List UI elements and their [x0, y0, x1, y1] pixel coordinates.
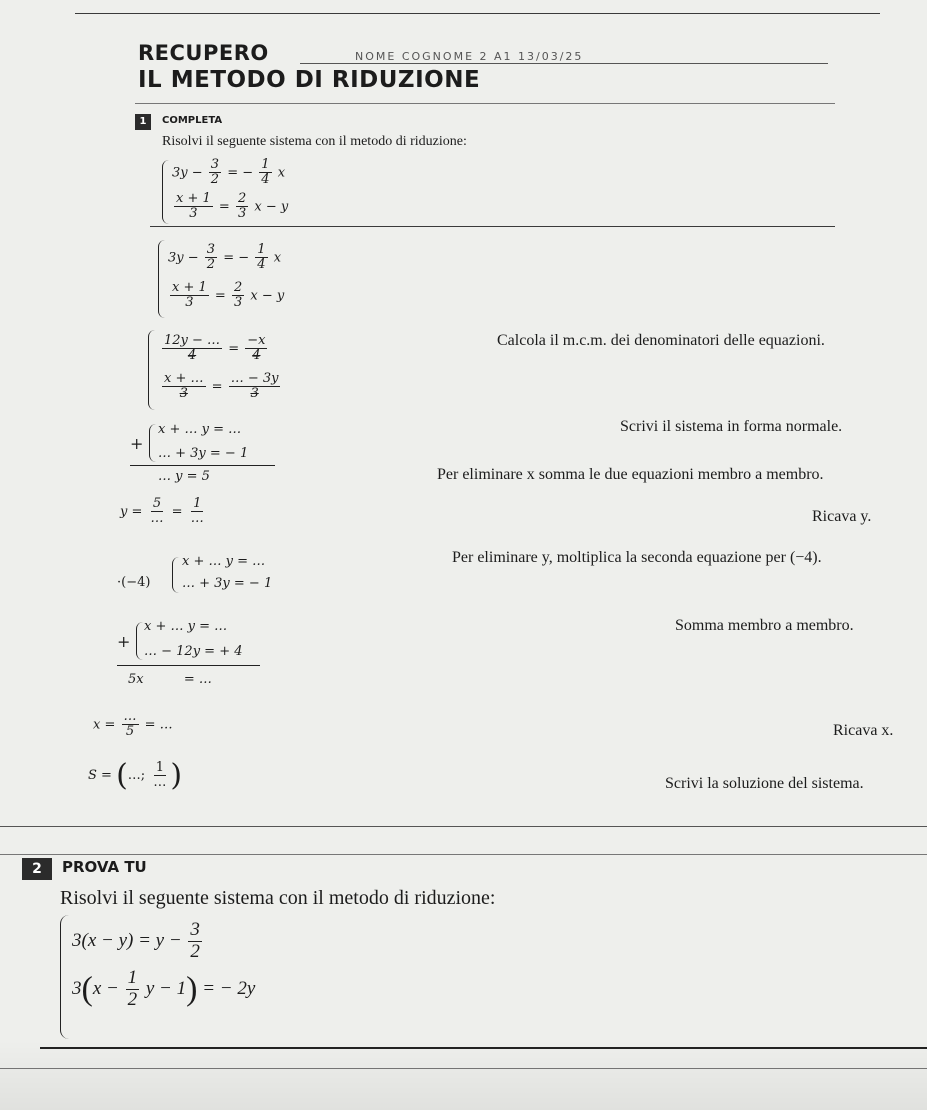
sum-eq-1: x + … y = … [144, 619, 228, 634]
normal-plus: + [130, 434, 144, 453]
y-result: y = $\frac{5}{\dots}$ = $\frac{1}{\dots}$ [120, 496, 204, 527]
exercise-1-tag: COMPLETA [162, 115, 223, 126]
sum-result: 5x = … [128, 672, 212, 687]
normal-eq-1: x + … y = … [158, 422, 242, 437]
system-brace [158, 240, 165, 318]
system-eq-1: 3y − $\frac{3}{2}$ = − $\frac{1}{4}$ x [168, 242, 282, 273]
mcm-eq-2: $\frac{x + \dots}{3}$ = $\frac{\dots - 3y}{3}$ [164, 371, 279, 402]
sum-instruction: Somma membro a membro. [675, 617, 854, 634]
normal-sum: … y = 5 [158, 469, 210, 484]
exercise-2-prompt: Risolvi il seguente sistema con il metodo di riduzione: [60, 887, 496, 909]
recupero-label: RECUPERO [138, 41, 269, 65]
exercise-2-top-rule [0, 854, 927, 855]
multiply-eq-2: … + 3y = − 1 [182, 576, 273, 591]
top-rule [75, 13, 880, 14]
given-system-brace [162, 160, 169, 224]
exercise-2-eq-2: 3(x − $\frac{1}{2}$ y − 1) = − 2y [72, 967, 256, 1010]
given-rule [150, 226, 835, 227]
sum-brace [136, 622, 143, 660]
normal-eq-2: … + 3y = − 1 [158, 446, 249, 461]
solution-instruction: Scrivi la soluzione del sistema. [665, 775, 864, 792]
page-title: IL METODO DI RIDUZIONE [138, 67, 481, 93]
multiply-brace [172, 557, 179, 593]
given-eq-2: $\frac{x + 1}{3}$ = $\frac{2}{3}$ x − y [176, 191, 289, 222]
sum-line [117, 665, 260, 666]
ricava-x-instruction: Ricava x. [833, 722, 894, 739]
exercise-1-prompt: Risolvi il seguente sistema con il metodo di riduzione: [162, 134, 467, 149]
normal-sum-line [130, 465, 275, 466]
section-rule [135, 103, 835, 104]
normal-instruction: Scrivi il sistema in forma normale. [620, 418, 843, 435]
system-eq-2: $\frac{x + 1}{3}$ = $\frac{2}{3}$ x − y [172, 280, 285, 311]
photo-shadow [0, 1040, 927, 1110]
handwritten-name: NOME COGNOME 2 A1 13/03/25 [355, 50, 584, 63]
mcm-brace [148, 330, 155, 410]
exercise-2-eq-1: 3(x − y) = y − $\frac{3}{2}$ [72, 919, 200, 962]
multiply-instruction: Per eliminare y, moltiplica la seconda equazione per (−4). [452, 549, 822, 566]
ricava-y-instruction: Ricava y. [812, 508, 872, 525]
name-line [300, 63, 828, 64]
exercise-1-number: 1 [135, 114, 151, 130]
exercise-2-number: 2 [22, 858, 52, 880]
exercise-1-bottom-rule [0, 826, 927, 827]
mcm-eq-1: $\frac{12y - \dots}{4}$ = $\frac{-x}{4}$ [164, 333, 266, 364]
multiply-factor: ·(−4) [117, 575, 151, 590]
given-eq-1: 3y − $\frac{3}{2}$ = − $\frac{1}{4}$ x [172, 157, 286, 188]
mcm-instruction: Calcola il m.c.m. dei denominatori delle equazioni. [497, 332, 825, 349]
sum-plus: + [117, 632, 131, 651]
eliminate-x-instruction: Per eliminare x somma le due equazioni membro a membro. [437, 466, 824, 483]
multiply-eq-1: x + … y = … [182, 554, 266, 569]
exercise-2-tag: PROVA TU [62, 858, 147, 876]
exercise-2-brace [60, 915, 69, 1039]
sum-eq-2: … − 12y = + 4 [144, 644, 243, 659]
x-result: x = $\frac{\dots}{5}$ = … [93, 709, 173, 740]
normal-brace [149, 424, 156, 462]
solution-set: S = (…; $\frac{1}{\dots}$ ) [88, 758, 183, 793]
